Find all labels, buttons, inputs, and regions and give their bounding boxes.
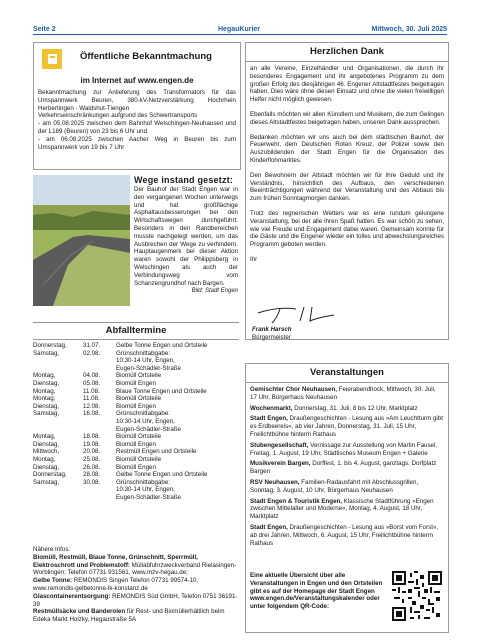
signer-role: Bürgermeister [252, 333, 291, 341]
thanks-paragraph: an alle Vereine, Einzelhändler und Organisationen, die durch ihr besonderes Engagement und ihr angebotenes Programm zu dem großen Erfolg des diesjährigen 46. Engener Altstadtfestes beigetragen haben. Dies wäre ohne diesen Einsatz und ohne die vielen freiwilligen Helfer nicht möglich gewesen. [250, 65, 444, 104]
table-row [33, 350, 207, 358]
waste-date-cell: 18.08. [83, 433, 101, 441]
waste-date-cell: 19.08. [83, 440, 101, 448]
table-row [33, 456, 207, 464]
waste-text-cell: Blaue Tonne Engen und Ortsteile [116, 387, 207, 395]
waste-text-cell: Biomüll Engen [116, 379, 156, 387]
waste-date-cell: 26.08. [83, 463, 101, 471]
event-details: Donnerstag, 31. Juli, 8 bis 12 Uhr, Marktplatz [292, 404, 418, 412]
event-details: Feierabendhock, Mittwoch, 30. Juli, 17 Uhr, Bürgerhaus Neuhausen [250, 386, 436, 401]
table-row [33, 380, 207, 388]
event-item [250, 460, 444, 476]
thanks-paragraph: Ebenfalls möchten wir allen Künstlern und Musikern, die zum Gelingen dieses Altstadtfestes beigetragen haben, unseren Dank aussprechen. [250, 110, 444, 126]
waste-date-cell [83, 357, 116, 365]
article-text: Der Bauhof der Stadt Engen war in den vergangenen Wochen unterwegs und hat großflächige Asphaltausbesserungen bei den Wirtschaftswegen durchgeführt. Besonders in den Randbereichen musste nachgelegt werden, um das Ausbrechen der Wege zu verhindern. Hauptaugenmerk bei dieser Aktion waren sowohl der Philippsberg in Welschingen als auch der Verbindungsweg vom Schanzengrundhof nach Bargen. [134, 186, 238, 287]
waste-date-cell: 30.08. [83, 478, 101, 486]
info-heading: Nähere Infos: [33, 546, 71, 553]
table-row [33, 433, 207, 441]
waste-date-cell: 11.08. [83, 387, 100, 395]
events-title: Veranstaltungen [310, 367, 384, 378]
waste-text-cell: Biomüll Ortsteile [116, 372, 162, 380]
waste-text-cell: Biomüll Engen [116, 440, 156, 448]
waste-date-cell [83, 426, 116, 434]
waste-day-cell: Samstag, [33, 349, 60, 357]
waste-text-cell: Biomüll Ortsteile [116, 433, 162, 441]
waste-day-cell: Montag, [33, 387, 56, 395]
thanks-paragraph: Den Bewohnern der Altstadt möchten wir für ihre Geduld und ihr Verständnis, hinsichtlich des Aufbaus, den verschiedenen Beeinträchtigungen während der Veranstaltung und des Abbaus bis zum frühen Sonntagmorgen danken. [250, 171, 444, 203]
waste-text-cell: Biomüll Engen [116, 402, 156, 410]
page-header [0, 0, 480, 33]
article-headline: Wege instand gesetzt: [134, 175, 234, 185]
waste-date-cell: 31.07. [83, 342, 101, 349]
waste-date-cell [83, 418, 116, 426]
event-organizer: Stadt Engen, [250, 415, 288, 423]
table-row [33, 372, 207, 380]
waste-day-cell: Donnerstag, [33, 471, 67, 479]
article-caption: Bild: Stadt Engen [191, 288, 238, 295]
publication-name: HegauKurier [218, 26, 261, 33]
waste-text-cell: Biomüll Ortsteile [116, 395, 162, 403]
waste-text-cell: Gelbe Tonne Engen und Ortsteile [116, 471, 208, 479]
header-rule [33, 34, 447, 35]
waste-text-cell: Grünschnittabgabe: [116, 410, 171, 418]
waste-date-cell: 05.08. [83, 379, 101, 387]
notice-text: - am 06.08.2025 zwischen Aacher Weg in Beuren bis zum Umspannwerk von 19 bis 7 Uhr [38, 135, 236, 151]
info-entry: Gelbe Tonne: REMONDIS Singen Telefon 07731 99574-10, www.remondis-gelbetonne-lk-konstanz.de [33, 577, 199, 592]
event-item [250, 479, 444, 495]
waste-text-cell: Grünschnittabgabe: [116, 478, 171, 486]
page-number: Seite 2 [33, 26, 56, 33]
waste-date-cell: 25.08. [83, 455, 101, 463]
thanks-title: Herzlichen Dank [310, 46, 384, 57]
notice-text: - am 05.08.2025 zwischen dem Bahnhof Welschingen-Neuhausen und der L189 (Beuren) von 23 bis 6 Uhr und [38, 120, 236, 135]
waste-date-cell: 04.08. [83, 372, 101, 380]
event-organizer: RSV Neuhausen, [250, 478, 300, 486]
waste-text-cell: 10:30-14 Uhr, Engen, [116, 417, 175, 425]
waste-day-cell: Dienstag, [33, 402, 60, 410]
notice-text: Verkehrseinschränkungen aufgrund des Schwertransports [38, 112, 198, 120]
waste-date-cell [83, 494, 116, 502]
waste-date-cell [83, 365, 116, 373]
waste-title: Abfalltermine [105, 325, 167, 336]
notice-subtitle[interactable]: im Internet auf www.engen.de [80, 76, 194, 85]
event-organizer: Stadt Engen & Touristik Engen, [250, 497, 343, 505]
city-logo-icon [42, 49, 62, 69]
event-details: Dorffest, 1. bis 4. August, ganztags, Dorfplatz Bargen [250, 460, 437, 476]
table-row [33, 365, 207, 373]
event-details: Draußengeschichten - Lesung aus »Borst vom Forst«, ab drei Jahren, Mittwoch, 6. August, 15 Uhr, Freilichtbühne hinterm Rathaus [250, 523, 439, 547]
waste-day-cell: Dienstag, [33, 379, 60, 387]
thanks-body [250, 65, 444, 271]
waste-text-cell: Eugen-Schädler-Straße [116, 425, 182, 433]
waste-day-cell: Montag, [33, 372, 56, 380]
table-row [33, 342, 207, 350]
table-row [33, 357, 207, 365]
waste-day-cell: Montag, [33, 455, 56, 463]
info-entry: Restmüllsäcke und Banderolen für Rest- und Biomüllerhältlich beim Edeka Markt Holzky, Hegaustraße 5A [33, 608, 225, 624]
waste-text-cell: 10:30-14 Uhr, Engen, [116, 357, 175, 365]
waste-day-cell [33, 418, 83, 426]
qr-code-icon[interactable] [392, 568, 442, 624]
waste-text-cell: Eugen-Schädler-Straße [116, 493, 182, 501]
table-row [33, 441, 207, 449]
waste-day-cell: Montag, [33, 433, 56, 441]
waste-text-cell: Biomüll Ortsteile [116, 455, 162, 463]
waste-day-cell: Donnerstag, [33, 342, 67, 349]
notice-text: Bekanntmachung zur Anlieferung des Transformators für das Umspannwerk Beuren, 380-kV-Netzverstärkung Hochrhein Herbertingen - Waldshut-Tiengen [38, 89, 236, 112]
info-entry: Biomüll, Restmüll, Blaue Tonne, Grünschnitt, Sperrmüll, Elektroschrott und Problemstoff: Müllabfuhrzweckverband Rielasingen-Worblingen; Telefon 07731 931561, www.mzv-hegau.de; [33, 553, 237, 577]
waste-day-cell [33, 357, 83, 365]
signer-block [252, 326, 292, 342]
events-title-bar [246, 364, 448, 383]
notice-body [38, 89, 236, 151]
waste-text-cell: Gelbe Tonne Engen und Ortsteile [116, 342, 208, 349]
event-organizer: Stadt Engen, [250, 523, 288, 531]
signature [250, 303, 340, 325]
table-row [33, 448, 207, 456]
events-footer: Eine aktuelle Übersicht über alle Veranstaltungen in Engen und den Ortsteilen gibt es auf der Homepage der Stadt Engen www.engen.de/Veranstaltungskalender oder unter folgendem QR-Code: [250, 572, 383, 611]
table-row [33, 479, 207, 487]
table-row [33, 403, 207, 411]
waste-day-cell [33, 426, 83, 434]
waste-table [33, 342, 207, 501]
waste-text-cell: Grünschnittabgabe: [116, 349, 171, 357]
event-details: Vernissage zur Ausstellung von Martin Fausel, Freitag, 1. August, 19 Uhr, Städtisches Museum Engen + Galerie [250, 441, 438, 457]
event-details: Familien-Radausfahrt mit Abschlussgrillen, Sonntag, 3. August, 10 Uhr, Bürgerhaus Neuhausen [250, 478, 419, 494]
road-photo [33, 175, 130, 306]
waste-day-cell [33, 494, 83, 502]
waste-date-cell: 12.08. [83, 402, 101, 410]
signer-name: Frank Harsch [252, 326, 292, 333]
waste-text-cell: Restmüll Engen und Ortsteile [116, 448, 197, 456]
waste-day-cell: Samstag, [33, 478, 60, 486]
table-row [33, 464, 207, 472]
events-box [245, 363, 449, 633]
thanks-title-bar [246, 43, 448, 62]
waste-day-cell [33, 486, 83, 494]
waste-day-cell [33, 365, 83, 373]
table-row [33, 486, 207, 494]
table-row [33, 426, 207, 434]
event-item [250, 405, 444, 413]
table-row [33, 388, 207, 396]
waste-title-bar [33, 322, 239, 340]
waste-text-cell: Biomüll Engen [116, 463, 156, 471]
waste-text-cell: 10:30-14 Uhr, Engen, [116, 486, 175, 494]
waste-date-cell: 16.08. [83, 410, 101, 418]
waste-day-cell: Montag, [33, 395, 56, 403]
event-item [250, 442, 444, 458]
thanks-paragraph: Bedanken möchten wir uns auch bei dem städtischen Bauhof, der Feuerwehr, dem Deutschen Roten Kreuz, der Polizei sowie den Auszubildenden der Stadt Engen für die Organisation des Kinderflohmarktes. [250, 133, 444, 164]
event-item [250, 524, 444, 547]
waste-day-cell: Samstag, [33, 410, 60, 418]
thanks-box [245, 42, 449, 340]
event-organizer: Wochenmarkt, [250, 404, 293, 412]
info-entry: Glascontainerentsorgung: REMONDIS Süd GmbH, Telefon 0751 36191-39 [33, 592, 238, 608]
waste-date-cell: 11.08. [83, 395, 100, 403]
event-item [250, 415, 444, 438]
waste-text-cell: Eugen-Schädler-Straße [116, 364, 182, 372]
waste-date-cell [83, 486, 116, 494]
article [134, 175, 238, 294]
event-details: Klassische Stadtführung »Engen zwischen Mittelalter und Moderne«, Montag, 4. August, 18 Uhr, Marktplatz [250, 497, 434, 521]
table-row [33, 494, 207, 502]
issue-date: Mittwoch, 30. Juli 2025 [371, 26, 447, 33]
table-row [33, 410, 207, 418]
events-list [250, 386, 444, 550]
event-item [250, 498, 444, 521]
waste-date-cell: 20.08. [83, 448, 101, 456]
thanks-closing: Ihr [250, 255, 258, 263]
event-organizer: Gemischter Chor Neuhausen, [250, 386, 337, 393]
table-row [33, 418, 207, 426]
notice-title: Öffentliche Bekanntmachung [80, 51, 212, 62]
table-row [33, 471, 207, 479]
event-organizer: Musikverein Bargen, [250, 460, 311, 468]
event-item [250, 386, 444, 402]
waste-day-cell: Mittwoch, [33, 448, 60, 456]
event-organizer: Stubengesellschaft, [250, 441, 309, 449]
waste-info [33, 546, 239, 624]
public-notice-box [33, 42, 241, 170]
table-row [33, 395, 207, 403]
waste-day-cell: Dienstag, [33, 463, 60, 471]
thanks-paragraph: Trotz des regnerischen Wetters war es eine rundum gelungene Veranstaltung, bei der alle ihren Spaß hatten. Es war schön zu sehen, wie viel Freude und Engagement dabei waren. Gemeinsam konnte für die Gäste und die Engener wieder ein tolles und abwechslungsreiches Programm geboten werden. [250, 209, 444, 249]
waste-day-cell: Dienstag, [33, 440, 60, 448]
waste-date-cell: 28.08. [83, 471, 101, 479]
event-details: Draußengeschichten - Lesung aus »Am Leuchtturm gibt es Erdbeereis«, ab vier Jahren, Donnerstag, 31. Juli, 15 Uhr, Freilichtbühne hinterm Rathaus [250, 415, 443, 438]
waste-date-cell: 02.08. [83, 349, 101, 357]
